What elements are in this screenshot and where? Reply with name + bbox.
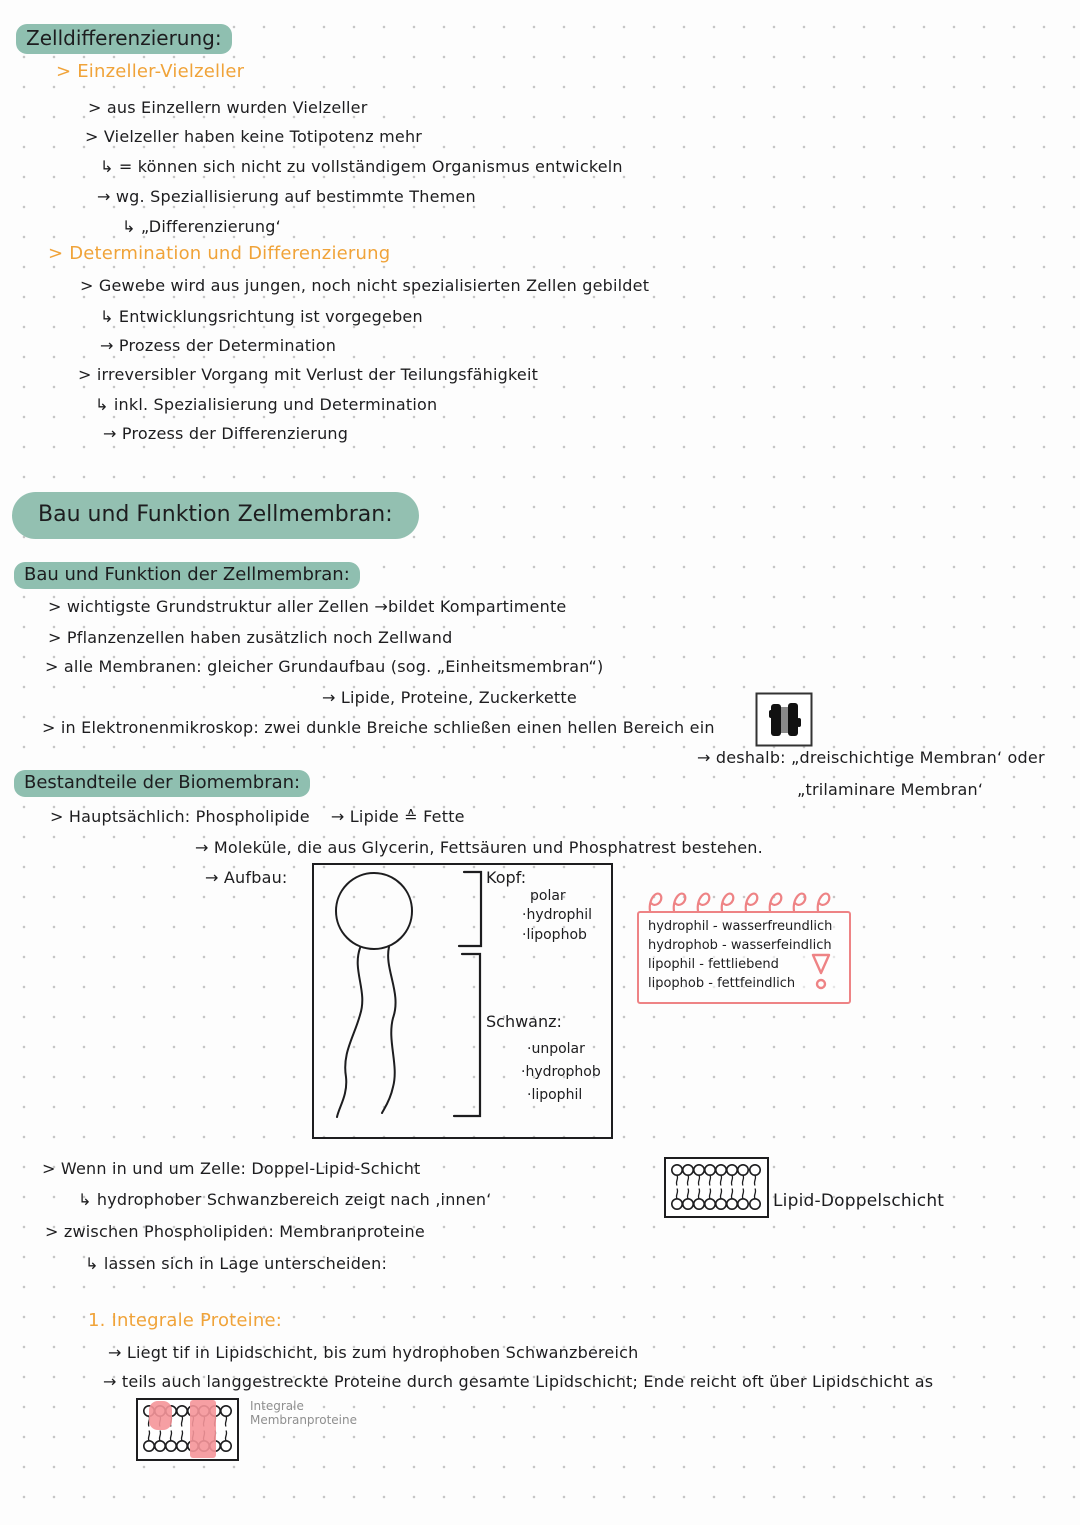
vocab-line: hydrophob - wasserfeindlich bbox=[648, 938, 832, 953]
note-line: > alle Membranen: gleicher Grundaufbau (sog. „Einheitsmembran“) bbox=[45, 657, 604, 676]
note-line: > aus Einzellern wurden Vielzeller bbox=[88, 98, 368, 117]
em-micrograph-figure bbox=[755, 692, 813, 748]
bilayer-figure-label: Lipid-Doppelschicht bbox=[773, 1191, 945, 1211]
lipid-bilayer-figure bbox=[664, 1157, 769, 1218]
note-line: > Vielzeller haben keine Totipotenz mehr bbox=[85, 127, 423, 146]
note-line: ↳ inkl. Spezialisierung und Determination bbox=[95, 395, 438, 414]
note-line: ↳ Entwicklungsrichtung ist vorgegeben bbox=[100, 307, 423, 326]
kopf-item: ·hydrophil bbox=[522, 907, 593, 923]
kopf-item: polar bbox=[530, 888, 566, 904]
note-line: > zwischen Phospholipiden: Membranproteine bbox=[45, 1222, 425, 1241]
note-line: → deshalb: „dreischichtige Membran‘ oder bbox=[697, 748, 1045, 767]
note-line: ↳ lassen sich in Lage unterscheiden: bbox=[85, 1254, 388, 1273]
chapter-heading-bubble: Bau und Funktion Zellmembran: bbox=[12, 492, 419, 539]
note-line: → Lipide, Proteine, Zuckerkette bbox=[322, 688, 577, 707]
schwanz-item: ·lipophil bbox=[527, 1087, 583, 1103]
section-heading-bau-funktion: Bau und Funktion der Zellmembran: bbox=[14, 562, 360, 589]
note-line: → Prozess der Determination bbox=[100, 336, 337, 355]
spiral-binding-icon bbox=[648, 889, 840, 917]
note-line: > irreversibler Vorgang mit Verlust der Teilungsfähigkeit bbox=[78, 365, 539, 384]
note-line: > Wenn in und um Zelle: Doppel-Lipid-Schicht bbox=[42, 1159, 421, 1178]
note-line: ↳ „Differenzierung‘ bbox=[122, 217, 281, 236]
protein-figure-label: Integrale bbox=[250, 1399, 304, 1413]
note-line: > Pflanzenzellen haben zusätzlich noch Zellwand bbox=[48, 628, 453, 647]
schwanz-item: ·hydrophob bbox=[521, 1064, 601, 1080]
subtopic-einzeller-vielzeller: > Einzeller-Vielzeller bbox=[56, 61, 245, 82]
note-line: > Gewebe wird aus jungen, noch nicht spezialisierten Zellen gebildet bbox=[80, 276, 650, 295]
kopf-item: ·lipophob bbox=[522, 927, 587, 943]
section-heading-bestandteile: Bestandteile der Biomembran: bbox=[14, 770, 310, 797]
vocab-line: lipophil - fettliebend bbox=[648, 957, 779, 972]
vocab-line: lipophob - fettfeindlich bbox=[648, 976, 796, 991]
kopf-label: Kopf: bbox=[486, 868, 527, 887]
subtopic-integrale-proteine: 1. Integrale Proteine: bbox=[88, 1310, 283, 1331]
subtopic-determination: > Determination und Differenzierung bbox=[48, 243, 391, 264]
note-line: → teils auch langgestreckte Proteine durch gesamte Lipidschicht; Ende reicht oft über Lipidschicht as bbox=[103, 1372, 934, 1391]
protein-figure-label: Membranproteine bbox=[250, 1413, 357, 1427]
vocab-line: hydrophil - wasserfreundlich bbox=[648, 919, 833, 934]
note-line: → Liegt tif in Lipidschicht, bis zum hydrophoben Schwanzbereich bbox=[108, 1343, 639, 1362]
note-line: „trilaminare Membran‘ bbox=[797, 780, 984, 799]
note-line: → Moleküle, die aus Glycerin, Fettsäuren und Phosphatrest bestehen. bbox=[195, 838, 763, 857]
exclamation-icon bbox=[810, 952, 832, 996]
integral-protein-figure bbox=[136, 1398, 239, 1461]
schwanz-label: Schwanz: bbox=[486, 1012, 562, 1031]
note-line: > Hauptsächlich: Phospholipide → Lipide ≙ Fette bbox=[50, 807, 465, 826]
note-line: ↳ hydrophober Schwanzbereich zeigt nach ‚innen‘ bbox=[78, 1190, 492, 1209]
note-line: → wg. Speziallisierung auf bestimmte Themen bbox=[97, 187, 476, 206]
note-line: → Aufbau: bbox=[205, 868, 288, 887]
note-line: ↳ = können sich nicht zu vollständigem Organismus entwickeln bbox=[100, 157, 623, 176]
section-title-zelldifferenzierung: Zelldifferenzierung: bbox=[16, 24, 232, 54]
note-line: → Prozess der Differenzierung bbox=[103, 424, 349, 443]
schwanz-item: ·unpolar bbox=[527, 1041, 585, 1057]
note-line: > in Elektronenmikroskop: zwei dunkle Breiche schließen einen hellen Bereich ein bbox=[42, 718, 715, 737]
note-line: > wichtigste Grundstruktur aller Zellen →bildet Kompartimente bbox=[48, 597, 567, 616]
